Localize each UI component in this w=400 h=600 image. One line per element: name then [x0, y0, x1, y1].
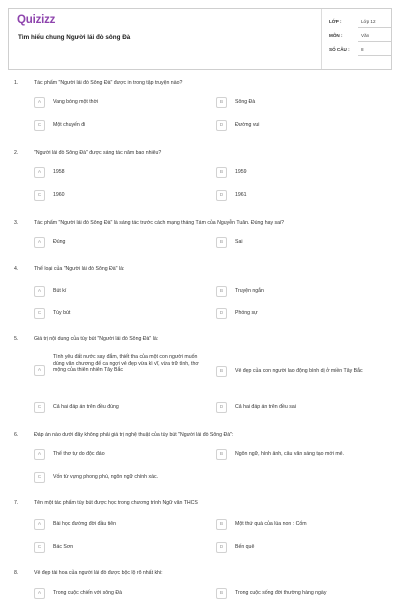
option-d[interactable] — [216, 542, 388, 554]
quizizz-logo: Quizizz — [17, 14, 56, 26]
option-c[interactable] — [34, 308, 204, 320]
option-a[interactable] — [34, 588, 204, 600]
option-b[interactable] — [216, 366, 388, 386]
option-letter-a: A — [34, 519, 45, 530]
quiz-header — [8, 8, 392, 70]
option-letter-c: C — [34, 542, 45, 553]
option-c[interactable] — [34, 120, 204, 132]
option-letter-c: C — [34, 120, 45, 131]
option-letter-c: C — [34, 472, 45, 483]
question-text: Vẻ đẹp tài hoa của người lái đò được bộc lộ rõ nhất khi: — [34, 570, 163, 576]
question-text: Thể loại của "Người lái đò Sông Đà" là: — [34, 266, 125, 272]
option-letter-d: D — [216, 402, 227, 413]
option-text: Cả hai đáp án trên đều sai — [235, 404, 296, 410]
option-text: Cả hai đáp án trên đều đúng — [53, 404, 119, 410]
option-letter-a: A — [34, 365, 45, 376]
socau-value: 8 — [361, 47, 364, 52]
question-text: Tác phẩm "Người lái đò Sông Đà" được in trong tập truyện nào? — [34, 80, 183, 86]
option-d[interactable] — [216, 190, 388, 202]
option-text: Bút kí — [53, 288, 67, 294]
option-d[interactable] — [216, 402, 388, 414]
option-text: Trong cuộc sống đời thường hàng ngày — [235, 590, 327, 596]
option-letter-d: D — [216, 308, 227, 319]
option-letter-b: B — [216, 588, 227, 599]
option-letter-a: A — [34, 167, 45, 178]
option-a[interactable] — [34, 97, 204, 109]
option-letter-b: B — [216, 449, 227, 460]
question-number: 7. — [14, 500, 19, 506]
quiz-title: Tìm hiểu chung Người lái đò sông Đà — [18, 34, 131, 41]
option-text: 1961 — [235, 192, 247, 198]
socau-label: SỐ CÂU : — [329, 47, 350, 52]
option-text: Thể thơ tự do độc đáo — [53, 451, 105, 457]
option-letter-b: B — [216, 167, 227, 178]
option-letter-b: B — [216, 519, 227, 530]
option-d[interactable] — [216, 308, 388, 320]
option-text: Vốn từ vựng phong phú, ngôn ngữ chính xác. — [53, 474, 159, 480]
option-letter-b: B — [216, 286, 227, 297]
option-text: Vẻ đẹp của con người lao động bình dị ở miền Tây Bắc — [235, 368, 363, 374]
option-text: Bài học đường đời đầu tiên — [53, 521, 117, 527]
mon-underline — [358, 41, 391, 42]
option-text: Ngôn ngữ, hình ảnh, câu văn sáng tạo mới mẻ. — [235, 451, 344, 457]
question-text: Tên một tác phẩm tùy bút được học trong chương trình Ngữ văn THCS — [34, 500, 198, 506]
option-text: Sai — [235, 239, 243, 245]
option-letter-a: A — [34, 286, 45, 297]
option-text: 1959 — [235, 169, 247, 175]
option-letter-b: B — [216, 366, 227, 377]
option-b[interactable] — [216, 449, 388, 461]
option-d[interactable] — [216, 120, 388, 132]
option-text: Trong cuộc chiến với sông Đà — [53, 590, 122, 596]
option-b[interactable] — [216, 97, 388, 109]
option-text: Tùy bút — [53, 310, 71, 316]
option-b[interactable] — [216, 286, 388, 298]
option-text: Đường vui — [235, 122, 260, 128]
option-letter-a: A — [34, 237, 45, 248]
lop-label: LỚP : — [329, 19, 342, 24]
option-a[interactable] — [34, 519, 204, 531]
option-text: 1958 — [53, 169, 65, 175]
option-letter-a: A — [34, 449, 45, 460]
option-letter-c: C — [34, 402, 45, 413]
option-letter-b: B — [216, 97, 227, 108]
option-letter-c: C — [34, 190, 45, 201]
option-letter-a: A — [34, 588, 45, 599]
option-b[interactable] — [216, 167, 388, 179]
question-text: "Người lái đò Sông Đà" được sáng tác năm bao nhiêu? — [34, 150, 162, 156]
meta-mon — [329, 30, 391, 42]
meta-lop — [329, 16, 391, 28]
option-letter-d: D — [216, 190, 227, 201]
question-number: 6. — [14, 432, 19, 438]
option-c[interactable] — [34, 402, 204, 414]
question-number: 1. — [14, 80, 19, 86]
lop-underline — [358, 27, 391, 28]
option-letter-d: D — [216, 542, 227, 553]
option-a[interactable] — [34, 286, 204, 298]
option-a[interactable] — [34, 354, 204, 386]
question-number: 3. — [14, 220, 19, 226]
header-divider — [321, 9, 322, 69]
meta-socau — [329, 44, 391, 56]
option-text: 1960 — [53, 192, 65, 198]
socau-underline — [358, 55, 391, 56]
option-a[interactable] — [34, 167, 204, 179]
lop-value: Lớp 12 — [361, 19, 376, 24]
question-text: Đáp án nào dưới đây không phải giá trị nghệ thuật của tùy bút "Người lái đò Sông Đà": — [34, 432, 234, 438]
option-text: Tình yêu đất nước say đắm, thiết tha của một con người muốn dùng văn chương để ca ngợi vẻ đẹp vừa kì vĩ, vừa trữ tình, thơ mộng của thiên nhiên Tây Bắc — [53, 354, 199, 374]
question-number: 8. — [14, 570, 19, 576]
option-text: Truyện ngắn — [235, 288, 264, 294]
option-c[interactable] — [34, 542, 204, 554]
option-a[interactable] — [34, 237, 204, 249]
option-a[interactable] — [34, 449, 204, 461]
option-text: Bến quê — [235, 544, 255, 550]
option-text: Phóng sự — [235, 310, 258, 316]
option-letter-a: A — [34, 97, 45, 108]
option-b[interactable] — [216, 237, 388, 249]
option-b[interactable] — [216, 519, 388, 531]
question-number: 5. — [14, 336, 19, 342]
option-c[interactable] — [34, 190, 204, 202]
question-text: Giá trị nội dung của tùy bút "Người lái đò Sông Đà" là: — [34, 336, 159, 342]
question-text: Tác phẩm "Người lái đò Sông Đà" là sáng tác trước cách mạng tháng Tám của Nguyễn Tuân. Đúng hay sai? — [34, 220, 285, 226]
option-text: Bác Sơn — [53, 544, 74, 550]
option-text: Đúng — [53, 239, 66, 245]
option-c[interactable] — [34, 472, 388, 484]
mon-label: MÔN : — [329, 33, 343, 38]
option-text: Sông Đà — [235, 99, 256, 105]
option-letter-d: D — [216, 120, 227, 131]
option-letter-b: B — [216, 237, 227, 248]
mon-value: Văn — [361, 33, 370, 38]
question-number: 4. — [14, 266, 19, 272]
question-number: 2. — [14, 150, 19, 156]
option-b[interactable] — [216, 588, 388, 600]
option-text: Một thứ quà của lúa non : Cốm — [235, 521, 307, 527]
option-text: Một chuyến đi — [53, 122, 86, 128]
option-text: Vang bóng một thời — [53, 99, 99, 105]
option-letter-c: C — [34, 308, 45, 319]
